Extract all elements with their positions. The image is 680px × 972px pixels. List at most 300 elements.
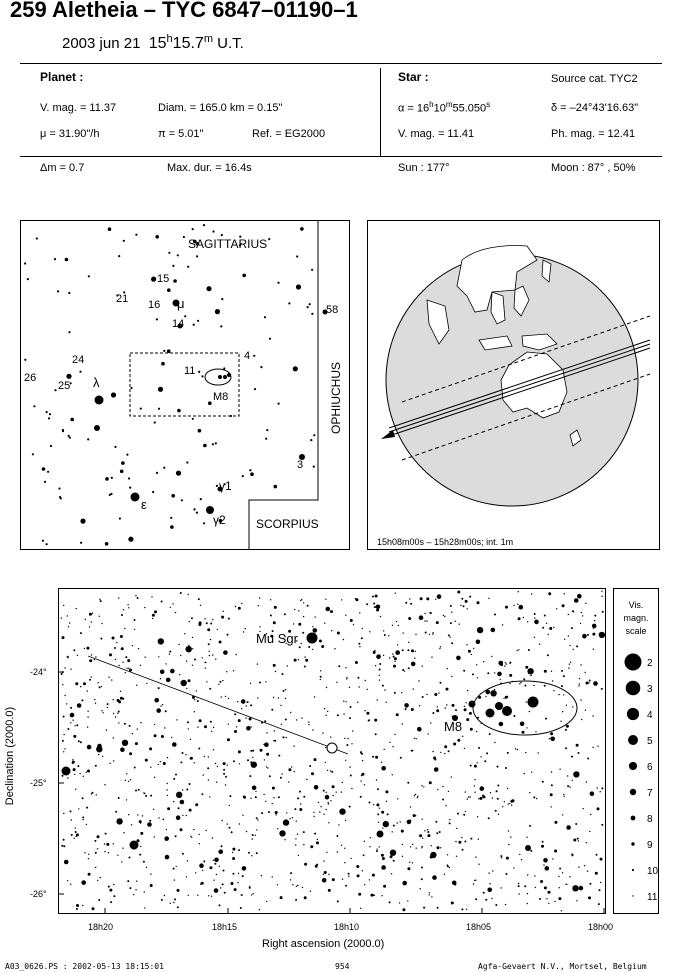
sky-star: [287, 665, 288, 666]
sky-star: [306, 779, 307, 780]
sky-star: [527, 621, 528, 622]
sky-star: [432, 875, 437, 880]
sky-star: [238, 873, 239, 874]
sky-star: [218, 849, 223, 854]
star-source: Source cat. TYC2: [551, 73, 638, 85]
sky-star: [509, 803, 510, 804]
sky-star: [210, 721, 212, 723]
scale-label: 4: [647, 710, 653, 721]
sky-star: [170, 669, 175, 674]
sky-star: [341, 599, 342, 600]
finder-star: [313, 434, 315, 436]
sky-star: [407, 820, 412, 825]
sky-star: [95, 867, 96, 868]
sky-star: [424, 830, 425, 831]
sky-star: [75, 831, 77, 833]
sky-star: [297, 834, 298, 835]
sky-star: [144, 891, 145, 892]
sky-star: [188, 728, 189, 729]
sky-star: [431, 896, 432, 897]
globe-caption: 15h08m00s – 15h28m00s; int. 1m: [377, 537, 514, 547]
sky-star: [142, 815, 143, 816]
sky-star: [573, 611, 574, 612]
sky-star: [102, 756, 103, 757]
sky-star: [416, 848, 417, 849]
sky-star: [227, 634, 229, 636]
sky-star: [527, 668, 533, 674]
sky-star: [476, 640, 481, 645]
sky-star: [375, 733, 377, 735]
sky-star: [320, 806, 321, 807]
sky-star: [589, 680, 591, 682]
sky-star: [338, 665, 340, 667]
sky-star: [437, 594, 442, 599]
sky-star: [312, 729, 313, 730]
sky-star: [245, 717, 246, 718]
sky-star: [178, 807, 180, 809]
sky-star: [466, 718, 469, 721]
sky-star: [374, 719, 377, 722]
sky-star: [150, 767, 151, 768]
sky-star: [534, 617, 535, 618]
sky-star: [332, 785, 335, 788]
sky-star: [98, 754, 99, 755]
star-alpha-m-sup: m: [445, 100, 453, 109]
finder-star: [123, 240, 125, 242]
finder-star: [265, 438, 267, 440]
sky-star: [302, 887, 303, 888]
sky-star: [199, 621, 202, 624]
sky-star: [301, 643, 302, 644]
sky-star: [585, 710, 586, 711]
sky-star: [264, 759, 265, 760]
sky-star: [160, 705, 161, 706]
finder-star: [186, 461, 188, 463]
scale-title: Vis.: [628, 600, 644, 610]
sky-star: [480, 756, 481, 757]
sky-star: [337, 851, 338, 852]
sky-star: [212, 619, 213, 620]
sky-star: [186, 815, 187, 816]
sky-star: [272, 803, 273, 804]
sky-star: [86, 807, 88, 809]
sky-star: [421, 847, 422, 848]
sky-star: [225, 784, 226, 785]
finder-star: [105, 542, 109, 546]
sky-star: [176, 719, 177, 720]
sky-star: [169, 651, 171, 653]
finder-star: [176, 471, 181, 476]
sky-star: [176, 815, 181, 820]
sky-star: [427, 829, 428, 830]
sky-star: [464, 706, 465, 707]
sky-star: [222, 883, 224, 885]
time-m-sup: m: [203, 33, 213, 45]
finder-star: [221, 234, 223, 236]
sky-star: [140, 665, 141, 666]
sky-star: [86, 771, 87, 772]
moon-info: Moon : 87° , 50%: [551, 162, 636, 174]
sky-star: [498, 814, 499, 815]
sky-star: [192, 665, 193, 666]
sky-star: [405, 602, 407, 604]
sky-star: [314, 758, 317, 761]
finder-star: [95, 396, 104, 405]
sky-star: [521, 859, 522, 860]
sky-star: [449, 867, 450, 868]
sky-star: [353, 624, 354, 625]
sky-star: [424, 620, 425, 621]
sky-star: [355, 661, 358, 664]
sky-star: [326, 809, 327, 810]
sky-star: [200, 884, 201, 885]
sky-star: [594, 615, 596, 617]
sky-star: [132, 733, 133, 734]
sky-star: [264, 742, 269, 747]
sky-star: [132, 645, 133, 646]
sky-star: [566, 725, 567, 726]
sky-star: [107, 707, 108, 708]
finder-star: [268, 238, 270, 240]
finder-star: [254, 388, 256, 390]
finder-star: [32, 453, 34, 455]
sky-star: [180, 828, 183, 831]
finder-star: [216, 485, 218, 487]
sky-star: [504, 665, 505, 666]
sky-star: [454, 884, 456, 886]
sky-star: [188, 645, 189, 646]
footer-company: Agfa-Gevaert N.V., Mortsel, Belgium: [478, 962, 647, 971]
sky-star: [304, 656, 305, 657]
event-date: 2003 jun 21: [62, 35, 141, 52]
sky-star: [351, 788, 352, 789]
sky-star: [414, 658, 415, 659]
sky-star: [232, 848, 235, 851]
sky-star: [439, 831, 441, 833]
sky-star: [120, 747, 125, 752]
sky-star: [251, 894, 252, 895]
sky-star: [154, 734, 157, 737]
finder-star: [293, 366, 298, 371]
sky-star: [293, 623, 294, 624]
sky-star: [402, 649, 404, 651]
sky-star: [385, 790, 388, 793]
sky-star: [313, 812, 314, 813]
sky-star: [275, 671, 276, 672]
sky-star: [431, 657, 432, 658]
sky-star: [343, 701, 344, 702]
sky-star: [84, 852, 85, 853]
sky-star: [274, 606, 277, 609]
sky-star: [339, 808, 345, 814]
sky-star: [269, 775, 271, 777]
sky-star: [138, 789, 140, 791]
sky-star: [584, 865, 585, 866]
sky-star: [127, 604, 128, 605]
sky-star: [502, 706, 512, 716]
sky-star: [483, 661, 484, 662]
sky-star: [393, 656, 395, 658]
sky-star: [137, 814, 138, 815]
sky-star: [345, 885, 347, 887]
sky-star: [89, 659, 92, 662]
sky-star: [487, 672, 489, 674]
sky-star: [221, 845, 223, 847]
sky-star: [419, 615, 424, 620]
sky-star: [125, 672, 126, 673]
sky-star: [294, 659, 297, 662]
sky-star: [372, 756, 374, 758]
sky-star: [379, 675, 380, 676]
sky-star: [63, 845, 65, 847]
sky-star: [223, 773, 225, 775]
y-axis-title: Declination (2000.0): [4, 706, 16, 806]
sky-star: [164, 895, 165, 896]
sky-star: [585, 672, 586, 673]
x-tick-label: 18h10: [334, 922, 360, 932]
sky-star: [215, 659, 216, 660]
finder-star: [130, 387, 132, 389]
finder-star: [266, 429, 268, 431]
sky-star: [73, 735, 76, 738]
sky-star: [70, 722, 71, 723]
sky-star: [451, 642, 453, 644]
sky-star: [473, 648, 474, 649]
finder-star: [168, 252, 170, 254]
sky-star: [117, 855, 118, 856]
sky-star: [99, 686, 101, 688]
sky-star: [190, 739, 191, 740]
sky-star: [414, 738, 415, 739]
sky-star: [344, 848, 345, 849]
sky-star: [328, 822, 329, 823]
sky-star: [63, 839, 65, 841]
sky-star: [74, 774, 75, 775]
sky-star: [349, 806, 351, 808]
sky-star: [316, 864, 318, 866]
sky-star: [118, 700, 121, 703]
sky-star: [174, 898, 176, 900]
sky-star: [549, 738, 550, 739]
sky-star: [113, 737, 114, 738]
sky-star: [185, 754, 186, 755]
sky-star: [278, 697, 279, 698]
finder-star: [221, 298, 223, 300]
finder-star: [24, 359, 26, 361]
sky-star: [76, 836, 77, 837]
label-m8: M8: [444, 719, 463, 734]
sky-star: [527, 903, 528, 904]
sky-star: [588, 682, 589, 683]
sky-star: [99, 599, 100, 600]
sky-star: [424, 613, 425, 614]
sky-star: [68, 626, 69, 627]
sky-star: [377, 788, 379, 790]
sky-star: [274, 740, 276, 742]
sky-star: [88, 873, 91, 876]
finder-star: [88, 275, 90, 277]
finder-star: [203, 444, 207, 448]
sky-star: [158, 638, 164, 644]
sky-star: [487, 888, 492, 893]
sky-star: [505, 662, 506, 663]
star-label: 24: [72, 354, 85, 366]
sky-star: [429, 634, 430, 635]
sky-star: [394, 661, 395, 662]
sky-star: [223, 762, 226, 765]
sky-star: [206, 622, 208, 624]
sky-star: [518, 885, 520, 887]
sky-star: [494, 672, 495, 673]
sky-star: [486, 752, 488, 754]
sky-star: [461, 908, 463, 910]
sky-star: [77, 703, 82, 708]
scale-dot: [625, 654, 642, 671]
sky-star: [338, 824, 339, 825]
sky-star: [290, 879, 291, 880]
sky-star: [83, 682, 86, 685]
finder-star: [163, 467, 165, 469]
sky-star: [520, 682, 521, 683]
sky-star: [252, 838, 253, 839]
sky-star: [193, 829, 194, 830]
sky-star: [548, 903, 549, 904]
sky-star: [221, 616, 224, 619]
sky-star: [447, 668, 448, 669]
sky-star: [361, 775, 362, 776]
finder-chart: [20, 220, 350, 550]
sky-star: [116, 818, 122, 824]
sky-star: [190, 836, 191, 837]
sky-star: [324, 871, 327, 874]
sky-star: [432, 712, 434, 714]
sky-star: [95, 852, 97, 854]
sky-star: [503, 698, 504, 699]
sky-star: [460, 605, 461, 606]
sky-star: [475, 856, 476, 857]
sky-star: [282, 673, 284, 675]
sky-star: [392, 746, 393, 747]
finder-star: [60, 497, 62, 499]
sky-star: [560, 721, 561, 722]
sky-star: [228, 724, 229, 725]
sky-star: [538, 752, 539, 753]
finder-star: [80, 542, 82, 544]
sky-star: [283, 690, 285, 692]
sky-star: [513, 867, 514, 868]
sky-star: [172, 742, 177, 747]
sky-star: [393, 860, 395, 862]
sky-star: [150, 795, 152, 797]
sky-star: [553, 627, 554, 628]
sky-star: [332, 878, 335, 881]
sky-star: [92, 613, 93, 614]
sky-star: [173, 801, 174, 802]
finder-star: [80, 519, 85, 524]
sky-star: [423, 907, 425, 909]
sky-star: [415, 651, 416, 652]
finder-star: [120, 470, 124, 474]
sky-star: [495, 904, 497, 906]
sky-star: [558, 876, 559, 877]
sky-star: [386, 702, 387, 703]
sky-star: [474, 779, 475, 780]
sky-star: [97, 880, 98, 881]
sky-star: [346, 678, 347, 679]
sky-star: [110, 763, 111, 764]
sky-star: [240, 907, 242, 909]
sky-star: [470, 838, 472, 840]
sky-star: [431, 613, 432, 614]
sky-star: [434, 759, 436, 761]
sky-star: [422, 846, 423, 847]
sky-star: [278, 755, 280, 757]
sky-star: [75, 789, 76, 790]
sky-star: [365, 680, 366, 681]
sky-star: [535, 887, 536, 888]
sky-star: [214, 888, 219, 893]
sky-star: [189, 809, 192, 812]
sky-star: [275, 811, 278, 814]
sky-star: [182, 853, 184, 855]
finder-star: [57, 290, 59, 292]
sky-star: [298, 855, 299, 856]
sky-star: [409, 598, 410, 599]
sky-star: [267, 767, 268, 768]
sky-star: [81, 880, 86, 885]
sky-star: [472, 673, 474, 675]
sky-star: [500, 679, 501, 680]
sky-star: [565, 747, 567, 749]
sky-star: [127, 880, 129, 882]
sky-star: [402, 723, 403, 724]
sky-star: [436, 709, 439, 712]
sky-star: [513, 715, 515, 717]
finder-star: [288, 302, 290, 304]
sky-star: [87, 745, 92, 750]
sky-star: [209, 688, 211, 690]
sky-star: [506, 873, 508, 875]
sky-star: [198, 598, 200, 600]
x-tick-label: 18h05: [466, 922, 492, 932]
sky-star: [331, 771, 333, 773]
sky-star: [517, 749, 518, 750]
sky-star: [222, 680, 223, 681]
sky-star: [204, 618, 205, 619]
sky-star: [77, 655, 78, 656]
sky-star: [585, 603, 586, 604]
sky-star: [569, 645, 570, 646]
sky-star: [91, 793, 92, 794]
sky-star: [212, 654, 213, 655]
sky-star: [494, 689, 495, 690]
sky-star: [323, 790, 325, 792]
finder-star: [192, 228, 194, 230]
sky-star: [104, 851, 105, 852]
sky-star: [397, 644, 398, 645]
sky-star: [586, 781, 587, 782]
sky-star: [527, 893, 528, 894]
sky-star: [566, 825, 571, 830]
sky-star: [173, 868, 175, 870]
sky-star: [509, 674, 512, 677]
sky-star: [129, 669, 132, 672]
sky-star: [518, 893, 519, 894]
star-delta: δ = –24°43'16.63": [551, 102, 639, 114]
sky-star: [419, 834, 422, 837]
planet-heading: Planet :: [40, 70, 84, 84]
sky-star: [63, 734, 64, 735]
